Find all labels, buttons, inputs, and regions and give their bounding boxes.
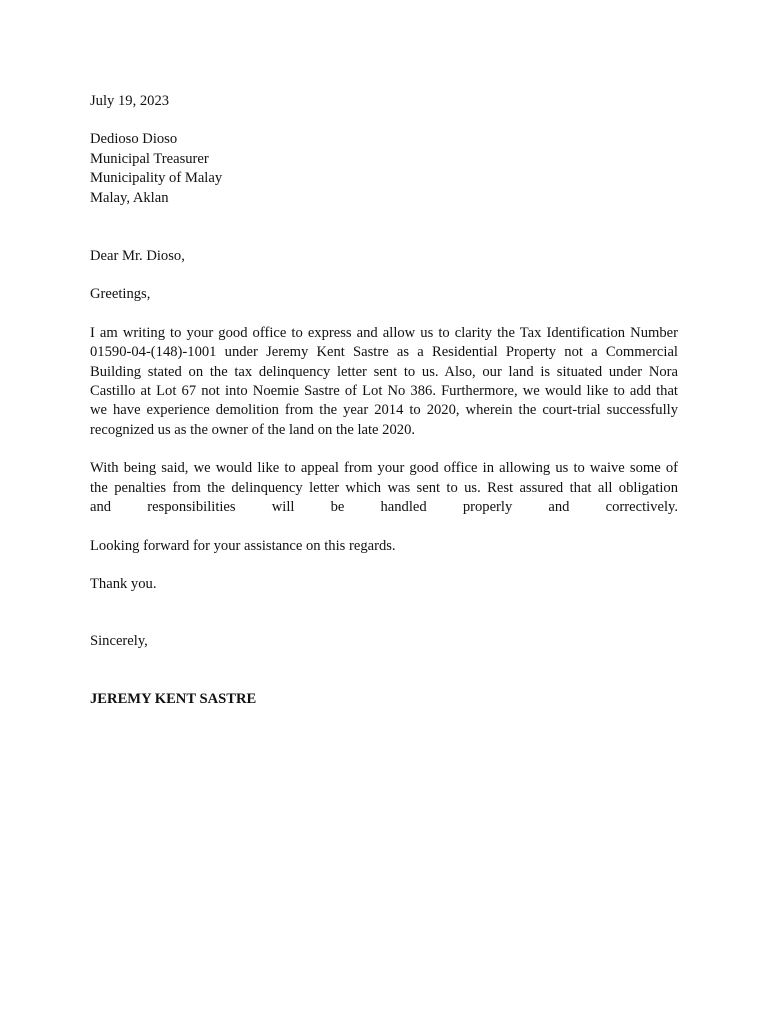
paragraph-line: the penalties from the delinquency letter which was sent to us. Rest assured that all obligation (90, 479, 678, 496)
thank-you-line: Thank you. (90, 575, 157, 592)
recipient-location: Malay, Aklan (90, 189, 169, 206)
paragraph-line: With being said, we would like to appeal from your good office in allowing us to waive some of (90, 460, 678, 477)
salutation: Dear Mr. Dioso, (90, 248, 185, 265)
paragraph-line: 01590-04-(148)-1001 under Jeremy Kent Sastre as a Residential Property not a Commercial (90, 344, 678, 361)
letter-page (90, 92, 678, 709)
paragraph-line: I am writing to your good office to express and allow us to clarity the Tax Identification Number (90, 324, 678, 341)
paragraph-line: recognized us as the owner of the land on the late 2020. (90, 421, 416, 438)
closing-line: Sincerely, (90, 633, 148, 650)
greeting: Greetings, (90, 286, 151, 303)
body-paragraph-2 (90, 459, 678, 517)
paragraph-line: and responsibilities will be handled properly and correctively. (90, 499, 678, 516)
body-paragraph-3: Looking forward for your assistance on this regards. (90, 537, 396, 554)
recipient-name: Dedioso Dioso (90, 131, 178, 148)
letter-date: July 19, 2023 (90, 93, 170, 109)
recipient-address (90, 130, 678, 208)
recipient-office: Municipality of Malay (90, 170, 223, 187)
paragraph-line: Building stated on the tax delinquency letter sent to us. Also, our land is situated under Nora (90, 363, 678, 380)
paragraph-line: we have experience demolition from the year 2014 to 2020, wherein the court-trial successfully (90, 402, 678, 419)
body-paragraph-1 (90, 324, 678, 440)
paragraph-line: Castillo at Lot 67 not into Noemie Sastre of Lot No 386. Furthermore, we would like to add that (90, 383, 678, 400)
signature-name: JEREMY KENT SASTRE (90, 690, 257, 707)
recipient-title: Municipal Treasurer (90, 150, 209, 167)
